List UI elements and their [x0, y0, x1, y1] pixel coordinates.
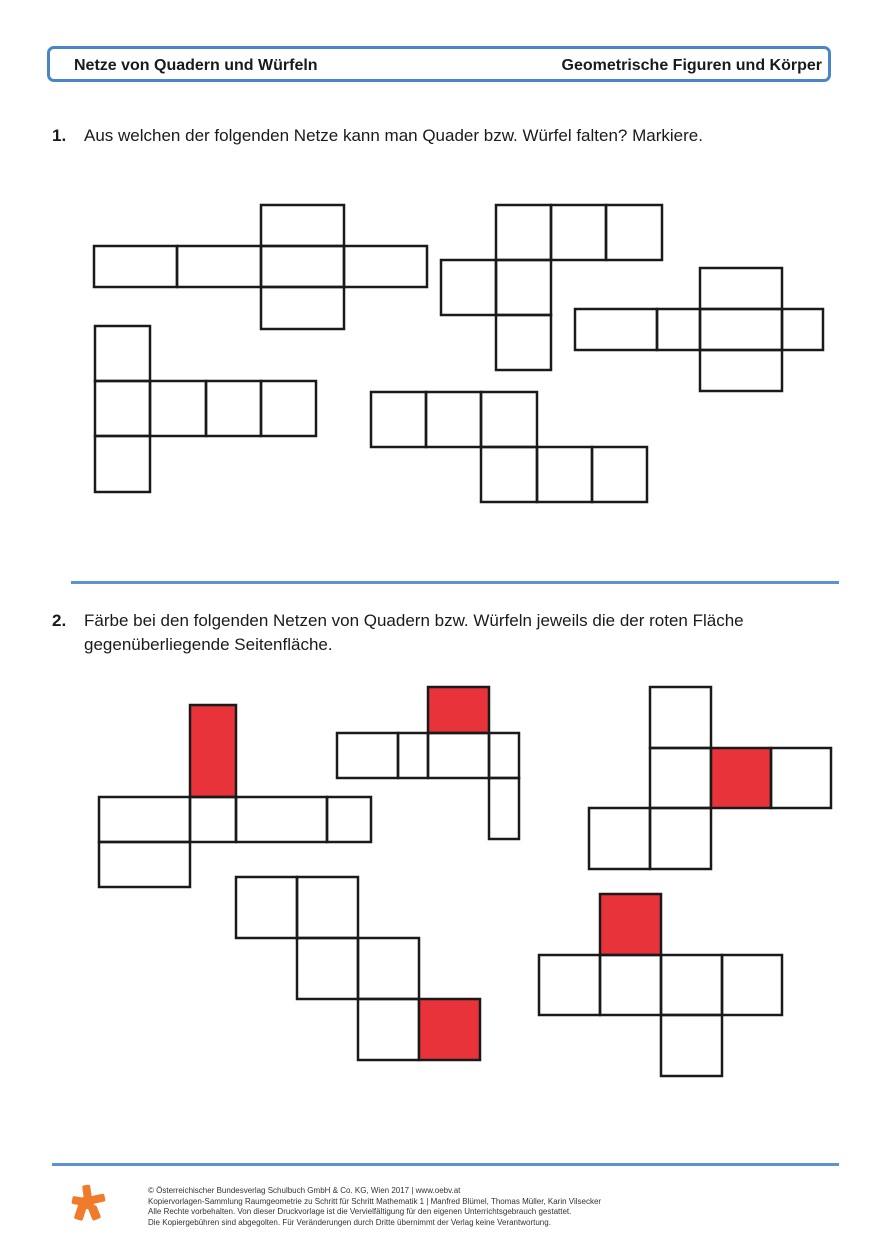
net-face [344, 246, 427, 287]
red-face [190, 705, 236, 797]
net-face [650, 748, 711, 808]
net-face [661, 1015, 722, 1076]
footer-divider [52, 1163, 839, 1166]
net-face [481, 447, 537, 502]
net-face [95, 326, 150, 381]
red-face [600, 894, 661, 955]
net-face [489, 733, 519, 778]
net-face [771, 748, 831, 808]
red-face [711, 748, 771, 808]
net-face [700, 350, 782, 391]
net-1a [94, 205, 427, 329]
net-1e [371, 392, 647, 502]
task-2-number: 2. [52, 611, 67, 630]
net-face [190, 797, 236, 842]
net-face [261, 287, 344, 329]
net-face [358, 999, 419, 1060]
net-face [496, 205, 551, 260]
header-left-title: Netze von Quadern und Würfeln [74, 57, 318, 74]
net-face [99, 797, 190, 842]
net-face [496, 315, 551, 370]
net-face [337, 733, 398, 778]
net-2c [589, 687, 831, 869]
net-face [650, 687, 711, 748]
net-face [371, 392, 426, 447]
net-face [95, 381, 150, 436]
net-face [261, 246, 344, 287]
net-face [426, 392, 481, 447]
net-face [700, 268, 782, 309]
net-face [650, 808, 711, 869]
net-face [441, 260, 496, 315]
net-face [575, 309, 657, 350]
net-1d [95, 326, 316, 492]
net-face [722, 955, 782, 1015]
task-1-number: 1. [52, 126, 67, 145]
net-face [398, 733, 428, 778]
net-face [489, 778, 519, 839]
net-face [600, 955, 661, 1015]
net-face [589, 808, 650, 869]
net-2e [539, 894, 782, 1076]
footer-line-2: Kopiervorlagen-Sammlung Raumgeometrie zu Schritt für Schritt Mathematik 1 | Manfred Blümel, Thomas Müller, Karin Vilsecker [148, 1196, 602, 1206]
task-1-text: Aus welchen der folgenden Netze kann man Quader bzw. Würfel falten? Markiere. [84, 126, 703, 145]
footer-copyright [148, 1186, 601, 1228]
net-face [327, 797, 371, 842]
net-face [700, 309, 782, 350]
oebv-logo-icon [70, 1183, 110, 1223]
net-face [261, 205, 344, 246]
net-face [537, 447, 592, 502]
net-face [99, 842, 190, 887]
net-2d [236, 877, 480, 1060]
net-face [539, 955, 600, 1015]
red-face [428, 687, 489, 733]
net-face [551, 205, 606, 260]
net-1c [575, 268, 823, 391]
footer-line-4: Die Kopiergebühren sind abgegolten. Für Veränderungen durch Dritte übernimmt der Verlag keine Verantwortung. [148, 1217, 551, 1227]
net-face [592, 447, 647, 502]
net-face [606, 205, 662, 260]
net-face [94, 246, 177, 287]
footer-line-1: © Österreichischer Bundesverlag Schulbuch GmbH & Co. KG, Wien 2017 | www.oebv.at [148, 1186, 461, 1195]
net-face [236, 797, 327, 842]
net-1b [441, 205, 662, 370]
red-face [419, 999, 480, 1060]
net-2b [337, 687, 519, 839]
header-right-title: Geometrische Figuren und Körper [561, 57, 822, 74]
net-face [206, 381, 261, 436]
net-face [782, 309, 823, 350]
net-face [261, 381, 316, 436]
net-face [358, 938, 419, 999]
net-face [177, 246, 261, 287]
net-face [661, 955, 722, 1015]
task-2-text-line1: Färbe bei den folgenden Netzen von Quadern bzw. Würfeln jeweils die der roten Fläche [84, 611, 744, 630]
net-face [297, 938, 358, 999]
net-face [150, 381, 206, 436]
net-face [236, 877, 297, 938]
task-2-text-line2: gegenüberliegende Seitenfläche. [84, 635, 333, 654]
net-2a [99, 705, 371, 887]
net-face [428, 733, 489, 778]
footer-line-3: Alle Rechte vorbehalten. Von dieser Druckvorlage ist die Vervielfältigung für den eigenen Unterrichtsgebrauch gestattet. [148, 1207, 572, 1217]
net-face [297, 877, 358, 938]
net-face [496, 260, 551, 315]
net-face [657, 309, 700, 350]
net-face [481, 392, 537, 447]
net-face [95, 436, 150, 492]
